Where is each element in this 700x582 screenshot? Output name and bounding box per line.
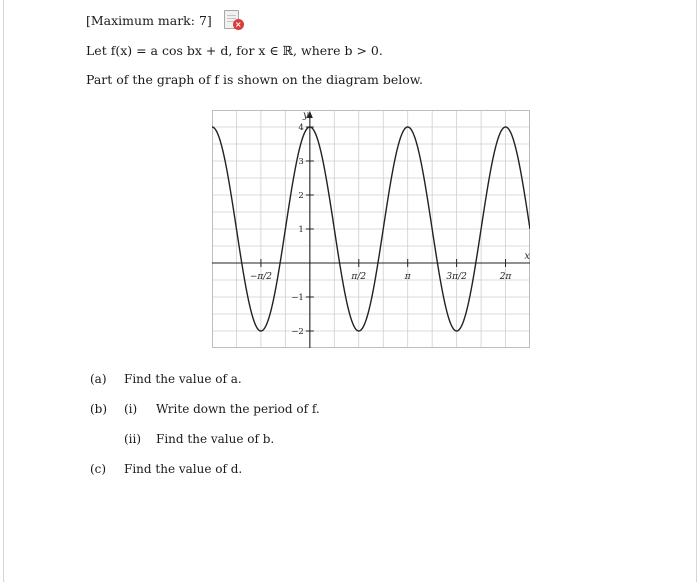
y-tick-label: −2 <box>291 327 304 337</box>
graph-intro-text: Part of the graph of f is shown on the diagram below. <box>86 72 423 87</box>
x-tick-label: π <box>404 272 411 282</box>
graph-ticks <box>250 123 513 337</box>
y-tick-label: 1 <box>298 225 304 235</box>
question-b-i-label: (i) <box>124 402 138 416</box>
x-tick-label: π/2 <box>351 272 367 282</box>
y-axis-label: y <box>302 110 309 121</box>
graph-axes <box>212 111 530 348</box>
y-tick-label: 2 <box>298 191 304 201</box>
x-tick-label: 2π <box>499 272 512 282</box>
question-a <box>90 372 242 386</box>
y-tick-label: 3 <box>298 157 304 167</box>
function-definition: Let f(x) = a cos bx + d, for x ∈ ℝ, where b > 0. <box>86 43 383 58</box>
question-c <box>90 462 242 476</box>
y-tick-label: −1 <box>291 293 304 303</box>
page-edge-left <box>3 0 4 582</box>
graph-grid <box>212 110 530 348</box>
question-b-ii-text: Find the value of b. <box>156 432 275 446</box>
question-a-label: (a) <box>90 372 107 386</box>
delete-document-icon[interactable]: × <box>224 10 242 30</box>
question-b-i <box>90 402 320 416</box>
cosine-graph <box>212 110 530 348</box>
question-b-i-text: Write down the period of f. <box>156 402 320 416</box>
y-tick-label: 4 <box>298 123 304 133</box>
question-b-ii <box>124 432 274 446</box>
x-tick-label: 3π/2 <box>446 272 467 282</box>
x-axis-label: x <box>524 251 530 262</box>
max-marks-label: [Maximum mark: 7] <box>86 12 212 28</box>
x-tick-label: −π/2 <box>249 272 273 282</box>
page-edge-right <box>696 0 697 582</box>
question-a-text: Find the value of a. <box>124 372 242 386</box>
question-b-label: (b) <box>90 402 108 416</box>
question-header <box>86 10 242 30</box>
question-b-ii-label: (ii) <box>124 432 142 446</box>
question-c-label: (c) <box>90 462 107 476</box>
question-c-text: Find the value of d. <box>124 462 243 476</box>
